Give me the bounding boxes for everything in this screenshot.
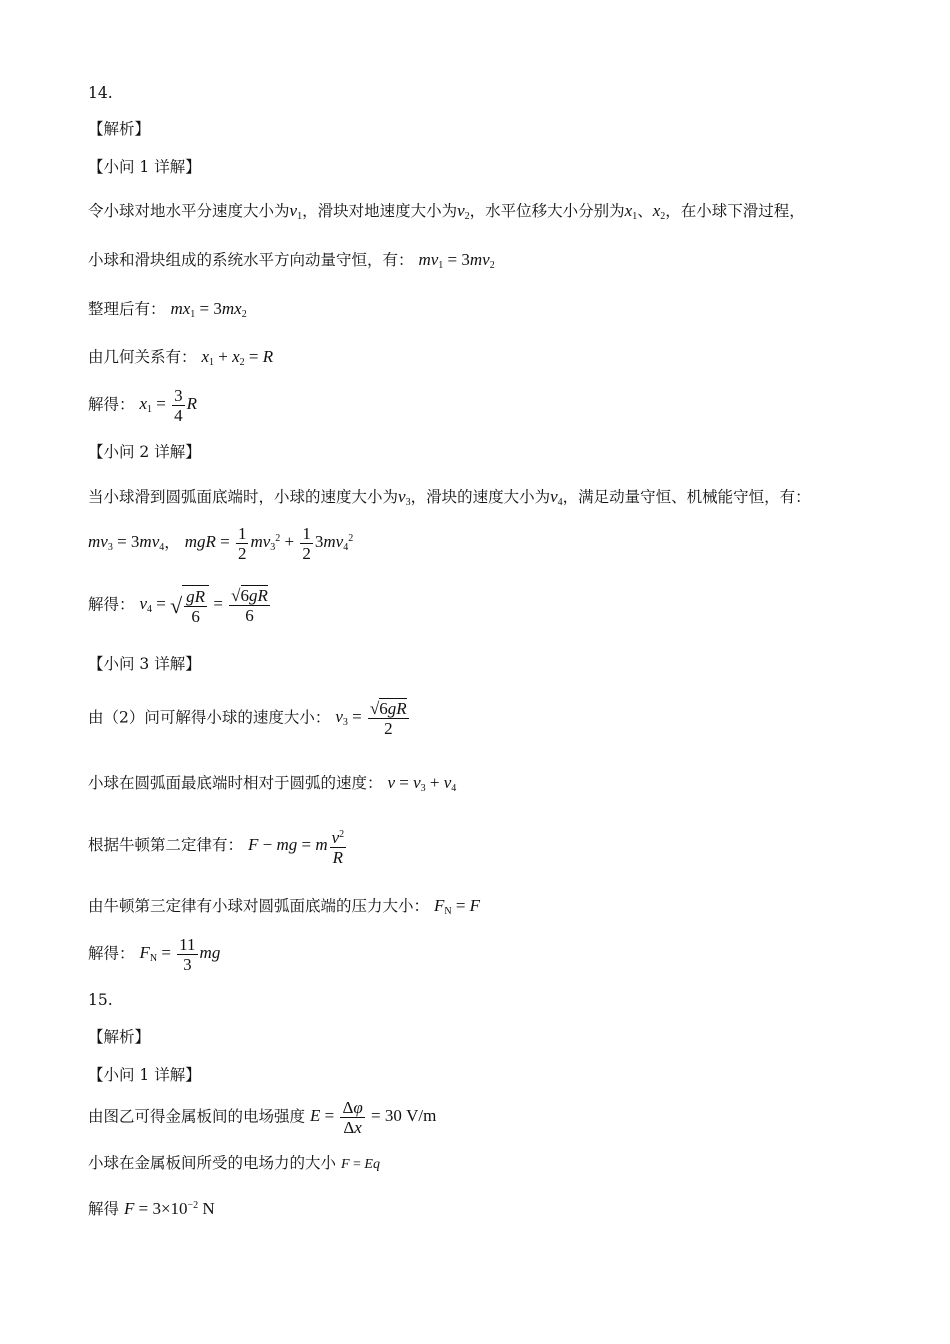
normal-force-equation: $F_N = F$ <box>433 896 481 917</box>
p1-line-1: 令小球对地水平分速度大小为$v_1$，滑块对地速度大小为$v_2$，水平位移大小分别为$x_1$、$x_2$，在小球下滑过程， <box>88 201 805 222</box>
part-2-header: 【小问 2 详解】 <box>88 443 201 461</box>
v4-result: $v_4$ = √ $\frac{gR}{6}$ = $\frac{√6gR}{6}$ <box>139 586 268 626</box>
v3-result: $v_3$ = $\frac{√6gR}{2}$ <box>335 699 407 738</box>
q15-line-1: 由图乙可得金属板间的电场强度 E = $\frac{\Delta\varphi}{\Delta x}$ = 30 V/m <box>88 1098 437 1137</box>
p3-line-5: 解得： $F_N$ = $\frac{11}{3}$ mg <box>88 935 221 974</box>
p1-line-3: 整理后有： $mx_1 = 3mx_2$ <box>88 299 247 320</box>
question-number: 14. <box>88 84 113 102</box>
p1-line-4: 由几何关系有： $x_1 + x_2 = R$ <box>88 347 274 368</box>
newton-second-law-equation: F − mg = m $\frac{v^2}{R}$ <box>248 835 348 854</box>
x1-result: $x_1$ = $\frac{3}{4}$ R <box>139 386 197 425</box>
analysis-label: 【解析】 <box>88 1028 151 1046</box>
force-result: $F = 3\times 10^{-2}$ N <box>123 1199 215 1218</box>
part-1-header: 【小问 1 详解】 <box>88 158 201 176</box>
p3-line-1: 由（2）问可解得小球的速度大小： $v_3$ = $\frac{√6gR}{2}$ <box>88 699 411 738</box>
momentum-equation: $mv_1 = 3mv_2$ <box>418 250 495 271</box>
q15-line-2: 小球在金属板间所受的电场力的大小 F = Eq <box>88 1154 380 1172</box>
displacement-equation: $mx_1 = 3mx_2$ <box>170 299 247 320</box>
part-1-header: 【小问 1 详解】 <box>88 1066 201 1084</box>
p1-line-2: 小球和滑块组成的系统水平方向动量守恒，有： $mv_1 = 3mv_2$ <box>88 250 495 271</box>
question-number: 15. <box>88 991 113 1009</box>
part-3-header: 【小问 3 详解】 <box>88 655 201 673</box>
fn-result: $F_N$ = $\frac{11}{3}$ mg <box>139 935 221 974</box>
p2-line-3: 解得： $v_4$ = √ $\frac{gR}{6}$ = $\frac{√6gR}{6}$ <box>88 585 272 626</box>
energy-equation: mgR = $\frac{1}{2}$ $mv_3^2$ + $\frac{1}{2}$ $3mv_4^2$ <box>184 524 354 563</box>
p2-line-2: $mv_3 = 3mv_4$， mgR = $\frac{1}{2}$ $mv_3^2$ + $\frac{1}{2}$ $3mv_4^2$ <box>88 524 354 563</box>
field-strength-equation: E = $\frac{\Delta\varphi}{\Delta x}$ = 30 V/m <box>309 1098 437 1137</box>
relative-velocity-equation: $v = v_3 + v_4$ <box>387 773 457 794</box>
p2-line-1: 当小球滑到圆弧面底端时，小球的速度大小为$v_3$，滑块的速度大小为$v_4$，满足动量守恒、机械能守恒，有： <box>88 487 811 508</box>
analysis-label: 【解析】 <box>88 120 151 138</box>
p3-line-3: 根据牛顿第二定律有： F − mg = m $\frac{v^2}{R}$ <box>88 825 348 867</box>
p1-line-5: 解得： $x_1$ = $\frac{3}{4}$ R <box>88 386 197 425</box>
geometry-equation: $x_1 + x_2 = R$ <box>201 347 274 368</box>
electric-force-equation: F = Eq <box>340 1157 380 1172</box>
momentum-equation-2: $mv_3 = 3mv_4$ <box>88 532 165 554</box>
p3-line-4: 由牛顿第三定律有小球对圆弧面底端的压力大小： $F_N = F$ <box>88 896 481 917</box>
q15-line-3: 解得 $F = 3\times 10^{-2}$ N <box>88 1199 215 1218</box>
p3-line-2: 小球在圆弧面最底端时相对于圆弧的速度： $v = v_3 + v_4$ <box>88 773 457 794</box>
